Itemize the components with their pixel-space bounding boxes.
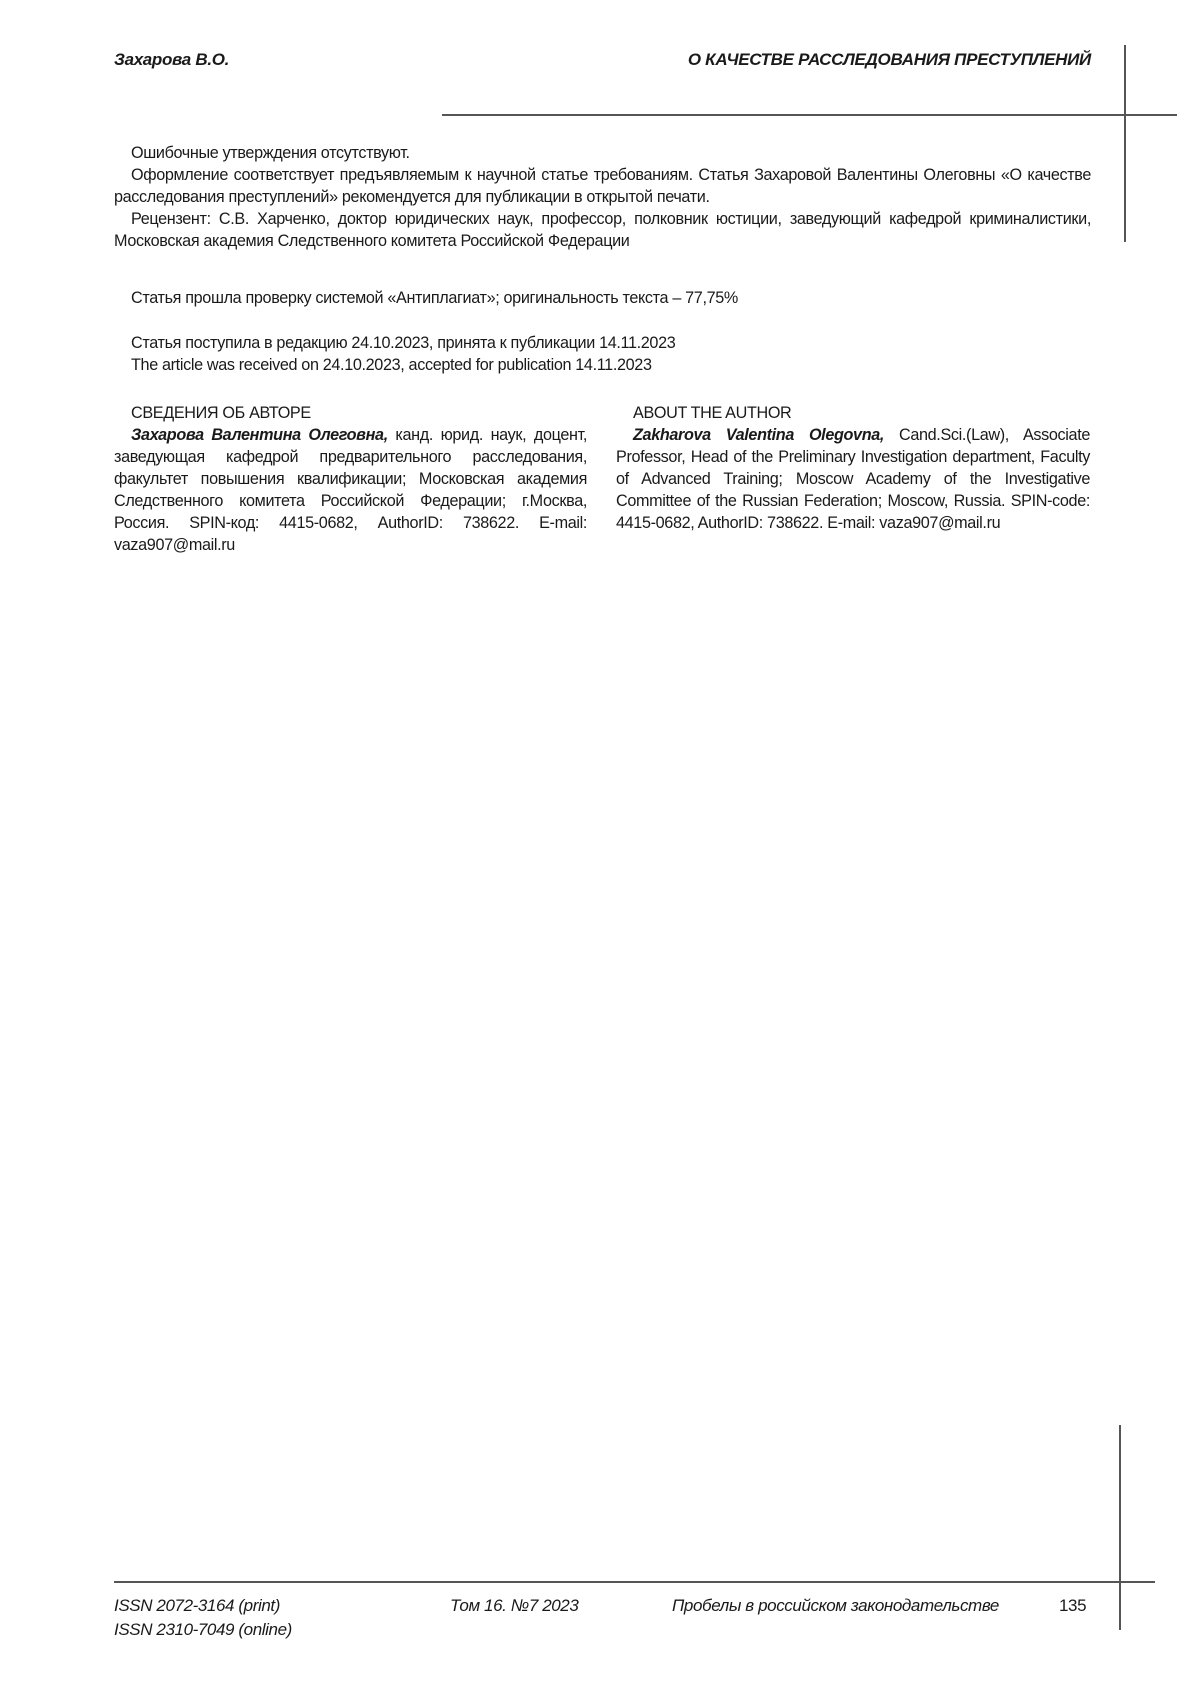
volume-issue: Том 16. №7 2023: [450, 1596, 579, 1615]
author-details-en: Cand.Sci.(Law), Associate Professor, Head of the Preliminary Investigation department, Faculty of Advanced Training; Moscow Academy of the Investigative Committee of the Russian Federation; Moscow, Russia. SPIN-code: 4415-0682, AuthorID: 738622. E-mail: vaza907@mail.ru: [616, 426, 1090, 532]
author-heading-en: ABOUT THE AUTHOR: [633, 404, 792, 422]
issn-online: ISSN 2310-7049 (online): [114, 1620, 292, 1639]
header-rule: [442, 114, 1177, 116]
author-details-ru: канд. юрид. наук, доцент, заведующая кафедрой предварительного расследования, факультет повышения квалификации; Московская академия Следственного комитета Российской Федерации; г.Москва, Россия. SPIN-код: 4415-0682, AuthorID: 738622. E-mail: vaza907@mail.ru: [114, 426, 587, 554]
header-crop-mark: [1124, 45, 1126, 242]
footer-crop-mark: [1119, 1425, 1121, 1630]
review-paragraph: Оформление соответствует предъявляемым к научной статье требованиям. Статья Захаровой Валентины Олеговны «О качестве расследования преступлений» рекомендуется для публикации в открытой печати.: [114, 166, 1091, 206]
antiplagiat-section: [114, 287, 1091, 309]
review-paragraph: Ошибочные утверждения отсутствуют.: [131, 144, 410, 162]
issn-block: [114, 1594, 292, 1642]
author-heading-ru: СВЕДЕНИЯ ОБ АВТОРЕ: [131, 404, 311, 422]
journal-name: Пробелы в российском законодательстве: [672, 1596, 999, 1615]
running-header-title: О КАЧЕСТВЕ РАССЛЕДОВАНИЯ ПРЕСТУПЛЕНИЙ: [687, 50, 1091, 69]
review-paragraph: Рецензент: С.В. Харченко, доктор юридических наук, профессор, полковник юстиции, заведующий кафедрой криминалистики, Московская академия Следственного комитета Российской Федерации: [114, 210, 1091, 250]
dates-ru: Статья поступила в редакцию 24.10.2023, принята к публикации 14.11.2023: [131, 334, 676, 352]
author-info-en: [616, 402, 1090, 534]
author-info-ru: [114, 402, 587, 556]
footer-rule: [114, 1581, 1155, 1583]
running-header-author: Захарова В.О.: [114, 50, 230, 69]
dates-section: [114, 332, 1091, 376]
dates-en: The article was received on 24.10.2023, accepted for publication 14.11.2023: [131, 356, 652, 374]
author-name-ru: Захарова Валентина Олеговна,: [131, 426, 388, 444]
author-name-en: Zakharova Valentina Olegovna,: [633, 426, 885, 444]
page-number: 135: [1059, 1596, 1087, 1615]
review-section: [114, 142, 1091, 252]
issn-print: ISSN 2072-3164 (print): [114, 1596, 281, 1615]
antiplagiat-note: Статья прошла проверку системой «Антиплагиат»; оригинальность текста – 77,75%: [131, 289, 738, 307]
